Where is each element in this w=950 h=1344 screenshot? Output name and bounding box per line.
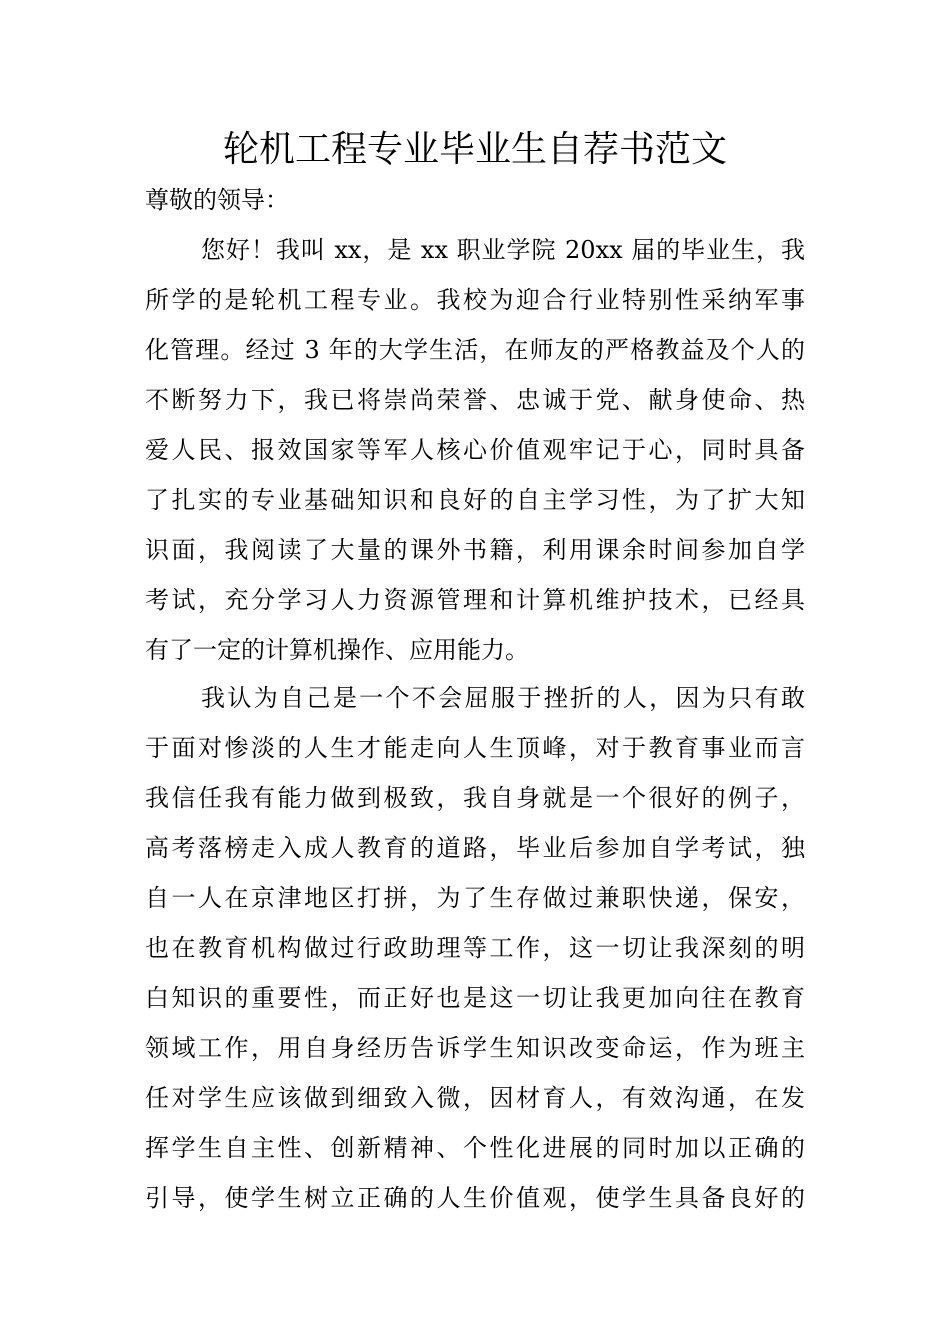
paragraph-line: 挥学生自主性、创新精神、个性化进展的同时加以正确的 <box>145 1134 805 1162</box>
paragraph-line: 我信任我有能力做到极致，我自身就是一个很好的例子， <box>145 784 805 812</box>
paragraph-line: 于面对惨淡的人生才能走向人生顶峰，对于教育事业而言 <box>145 734 805 762</box>
paragraph-line: 也在教育机构做过行政助理等工作，这一切让我深刻的明 <box>145 934 805 962</box>
paragraph-line: 了扎实的专业基础知识和良好的自主学习性，为了扩大知 <box>145 486 805 514</box>
paragraph-line: 爱人民、报效国家等军人核心价值观牢记于心，同时具备 <box>145 436 805 464</box>
paragraph-line: 高考落榜走入成人教育的道路，毕业后参加自学考试，独 <box>145 834 805 862</box>
paragraph-line: 您好！我叫 xx，是 xx 职业学院 20xx 届的毕业生，我 <box>201 236 805 264</box>
paragraph-line: 有了一定的计算机操作、应用能力。 <box>145 636 529 664</box>
paragraph-line: 所学的是轮机工程专业。我校为迎合行业特别性采纳军事 <box>145 286 805 314</box>
paragraph-line: 任对学生应该做到细致入微，因材育人，有效沟通，在发 <box>145 1084 805 1112</box>
paragraph-line: 自一人在京津地区打拼，为了生存做过兼职快递，保安， <box>145 884 805 912</box>
paragraph-line: 化管理。经过 3 年的大学生活，在师友的严格教益及个人的 <box>145 336 805 364</box>
paragraph-line: 不断努力下，我已将崇尚荣誉、忠诚于党、献身使命、热 <box>145 386 805 414</box>
paragraph-line: 考试，充分学习人力资源管理和计算机维护技术，已经具 <box>145 586 805 614</box>
paragraph-line: 引导，使学生树立正确的人生价值观，使学生具备良好的 <box>145 1184 805 1212</box>
paragraph-line: 白知识的重要性，而正好也是这一切让我更加向往在教育 <box>145 984 805 1012</box>
paragraph-line: 我认为自己是一个不会屈服于挫折的人，因为只有敢 <box>201 684 805 712</box>
paragraph-line: 识面，我阅读了大量的课外书籍，利用课余时间参加自学 <box>145 536 805 564</box>
document-title: 轮机工程专业毕业生自荐书范文 <box>222 129 727 170</box>
paragraph-line: 领域工作，用自身经历告诉学生知识改变命运，作为班主 <box>145 1034 805 1062</box>
salutation: 尊敬的领导： <box>145 186 289 214</box>
